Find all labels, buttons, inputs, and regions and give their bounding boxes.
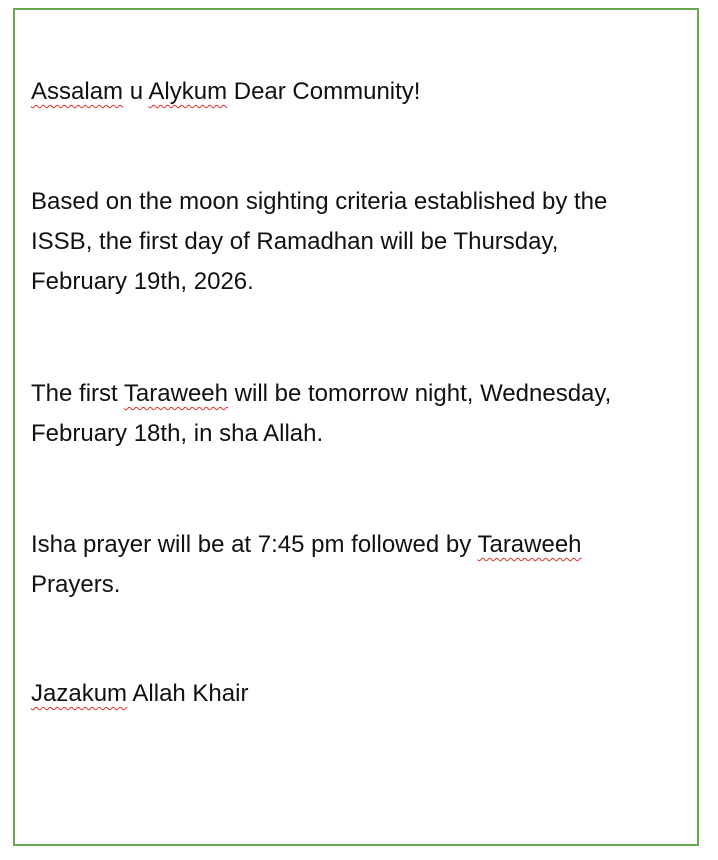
moon-sighting-paragraph [31, 182, 607, 302]
closing-rest: Allah Khair [127, 680, 249, 707]
isha-prayer-taraweeh-word: Taraweeh [477, 531, 582, 558]
isha-prayer-line-2: Prayers. [31, 571, 121, 598]
greeting-word-u: u [123, 78, 149, 105]
greeting-word-assalam: Assalam [31, 78, 124, 105]
taraweeh-start-pre: The first [31, 380, 124, 407]
closing-paragraph [31, 674, 248, 714]
greeting-rest: Dear Community! [227, 78, 421, 105]
closing-word-jazakum: Jazakum [31, 680, 128, 707]
moon-sighting-line-3: February 19th, 2026. [31, 268, 254, 295]
document-frame [13, 8, 699, 846]
isha-prayer-paragraph [31, 525, 582, 605]
taraweeh-start-line-2: February 18th, in sha Allah. [31, 420, 324, 447]
greeting-paragraph [31, 72, 420, 112]
greeting-word-alykum: Alykum [148, 78, 228, 105]
taraweeh-start-word: Taraweeh [123, 380, 228, 407]
taraweeh-start-paragraph [31, 374, 611, 454]
isha-prayer-pre: Isha prayer will be at 7:45 pm followed by [31, 531, 478, 558]
moon-sighting-line-2: ISSB, the first day of Ramadhan will be Thursday, [31, 228, 559, 255]
taraweeh-start-post: will be tomorrow night, Wednesday, [227, 380, 612, 407]
moon-sighting-line-1: Based on the moon sighting criteria established by the [31, 188, 608, 215]
